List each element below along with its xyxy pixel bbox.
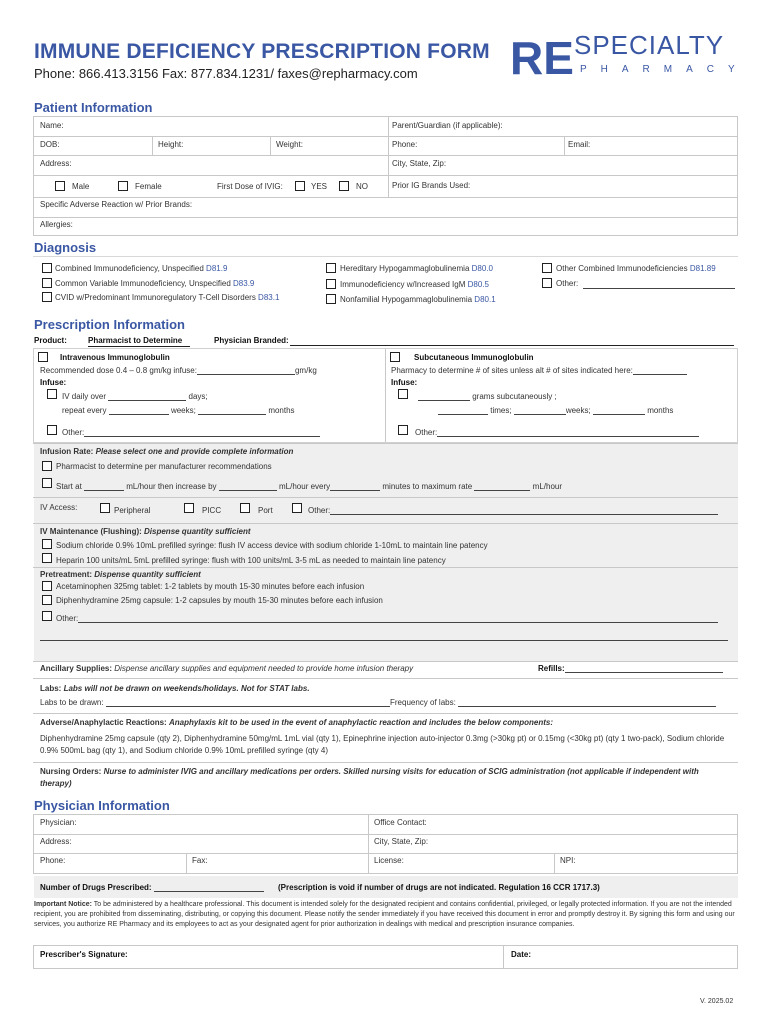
sc-other-checkbox[interactable] [398,425,408,435]
sc-grams-checkbox[interactable] [398,389,408,399]
contact-line: Phone: 866.413.3156 Fax: 877.834.1231/ faxes@repharmacy.com [34,66,418,81]
access-other-checkbox[interactable] [292,503,302,513]
patient-name-label[interactable]: Name: [40,121,64,130]
signature-box [33,945,738,969]
maint1: Sodium chloride 0.9% 10mL prefilled syringe: flush IV access device with sodium chloride 1-10mL to maintain line patency [56,541,488,550]
pharmacist-determine[interactable]: Pharmacist to Determine [88,336,183,345]
license-label[interactable]: License: [374,856,404,865]
dx-checkbox-7[interactable] [542,278,552,288]
email-label[interactable]: Email: [568,140,591,149]
pre-heading: Pretreatment: Dispense quantity sufficient [40,570,201,579]
anaphylaxis-body: Diphenhydramine 25mg capsule (qty 2), Diphenhydramine 50mg/mL 1mL vial (qty 1), Epinephrine injection auto-injector 0.3mg (>30kg pt) or 0.15mg (<30kg pt) (qty 1 two-pack), Sodium chloride 0.9% 500mL bag (qty 1), and Sodium chloride 0.9% 10mL prefilled syringe (qty 4) [40,734,725,755]
sc-schedule: times; weeks; months [438,406,673,415]
anaphylaxis-heading: Adverse/Anaphylactic Reactions: Anaphylaxis kit to be used in the event of anaphylactic reaction and includes the below components: [40,718,554,727]
patient-heading: Patient Information [34,100,153,115]
pre1: Acetaminophen 325mg tablet: 1-2 tablets by mouth 15-30 minutes before each infusion [56,582,365,591]
rate-start-checkbox[interactable] [42,478,52,488]
maint2-checkbox[interactable] [42,553,52,563]
diagnosis-heading: Diagnosis [34,240,97,255]
rate-heading: Infusion Rate: Please select one and provide complete information [40,447,294,456]
iv-checkbox[interactable] [38,352,48,362]
iv-other: Other: [62,428,320,437]
iv-other-checkbox[interactable] [47,425,57,435]
iv-repeat: repeat every weeks; months [62,406,295,415]
branded-line[interactable] [290,345,734,346]
physician-label[interactable]: Physician: [40,818,77,827]
office-contact-label[interactable]: Office Contact: [374,818,427,827]
picc-checkbox[interactable] [184,503,194,513]
patient-address-label[interactable]: Address: [40,159,72,168]
iv-title: Intravenous Immunoglobulin [60,353,170,362]
iv-dose: Recommended dose 0.4 – 0.8 gm/kg infuse: gm/kg [40,366,317,375]
logo-mark: RE [510,32,574,82]
physician-fax-label[interactable]: Fax: [192,856,208,865]
version-label: V. 2025.02 [700,998,734,1005]
dx-checkbox-3[interactable] [326,263,336,273]
dx-item-0: Combined Immunodeficiency, Unspecified D81.9 [55,264,228,273]
iv-daily: IV daily over days; [62,392,208,401]
adverse-reaction-label[interactable]: Specific Adverse Reaction w/ Prior Brands: [40,200,193,209]
prior-brands-label[interactable]: Prior IG Brands Used: [392,181,471,190]
iv-daily-checkbox[interactable] [47,389,57,399]
npi-label[interactable]: NPI: [560,856,576,865]
weight-label[interactable]: Weight: [276,140,303,149]
physician-phone-label[interactable]: Phone: [40,856,66,865]
patient-city-label[interactable]: City, State, Zip: [392,159,447,168]
physician-branded-label: Physician Branded: [214,336,289,345]
rate-start: Start at mL/hour then increase by mL/hour every minutes to maximum rate mL/hour [56,482,563,491]
physician-heading: Physician Information [34,798,170,813]
re-specialty-logo [510,32,742,82]
drugs-note: (Prescription is void if number of drugs are not indicated. Regulation 16 CCR 1717.3) [278,883,600,892]
rate-pharm: Pharmacist to determine per manufacturer recommendations [56,462,272,471]
dx-checkbox-0[interactable] [42,263,52,273]
labs-frequency[interactable]: Frequency of labs: [390,698,716,707]
peripheral-label: Peripheral [114,506,151,515]
first-dose-label: First Dose of IVIG: [217,182,283,191]
sc-checkbox[interactable] [390,352,400,362]
first-dose-yes-checkbox[interactable] [295,181,305,191]
dx-item-2: CVID w/Predominant Immunoregulatory T-Cell Disorders D83.1 [55,293,280,302]
dx-item-7: Other: [556,279,579,288]
logo-sub: PHARMACY [580,64,742,75]
labs-heading: Labs: Labs will not be drawn on weekends/holidays. Not for STAT labs. [40,684,310,693]
rx-heading: Prescription Information [34,317,185,332]
allergies-label[interactable]: Allergies: [40,220,73,229]
drugs-prescribed[interactable]: Number of Drugs Prescribed: [40,883,264,892]
dx-item-1: Common Variable Immunodeficiency, Unspecified D83.9 [55,279,255,288]
date-label[interactable]: Date: [511,950,532,959]
dx-item-5: Nonfamilial Hypogammaglobulinemia D80.1 [340,295,496,304]
rate-pharm-checkbox[interactable] [42,461,52,471]
male-checkbox[interactable] [55,181,65,191]
dx-checkbox-2[interactable] [42,292,52,302]
pre-other-line-2[interactable] [40,640,728,641]
signature-label[interactable]: Prescriber's Signature: [40,950,128,959]
port-label: Port [258,506,273,515]
sc-title: Subcutaneous Immunoglobulin [414,353,534,362]
height-label[interactable]: Height: [158,140,184,149]
ancillary: Ancillary Supplies: Dispense ancillary supplies and equipment needed to provide home infusion therapy [40,664,414,673]
sc-other: Other: [415,428,699,437]
port-checkbox[interactable] [240,503,250,513]
sc-sites: Pharmacy to determine # of sites unless alt # of sites indicated here: [391,366,687,375]
dx-checkbox-5[interactable] [326,294,336,304]
form-title: IMMUNE DEFICIENCY PRESCRIPTION FORM [34,40,490,63]
maint-heading: IV Maintenance (Flushing): Dispense quantity sufficient [40,527,251,536]
patient-phone-label[interactable]: Phone: [392,140,418,149]
iv-access-label: IV Access: [40,503,78,512]
maint1-checkbox[interactable] [42,539,52,549]
guardian-label[interactable]: Parent/Guardian (if applicable): [392,121,503,130]
pre2: Diphenhydramine 25mg capsule: 1-2 capsules by mouth 15-30 minutes before each infusion [56,596,383,605]
labs-drawn[interactable]: Labs to be drawn: [40,698,390,707]
product-label: Product: [34,336,67,345]
female-label: Female [135,182,162,191]
male-label: Male [72,182,90,191]
dx-item-3: Hereditary Hypogammaglobulinemia D80.0 [340,264,493,273]
pre2-checkbox[interactable] [42,595,52,605]
refills[interactable]: Refills: [538,664,723,673]
patient-grid [33,116,738,236]
pre-other-checkbox[interactable] [42,611,52,621]
peripheral-checkbox[interactable] [100,503,110,513]
dx-other-line[interactable] [583,288,735,289]
pre-other: Other: [56,614,718,623]
important-notice: Important Notice: To be administered by a healthcare professional. This document is intended solely for the designated recipient and contains confidential, privileged, or legally protected information. If you are not the intended recipient, you are prohibited from disseminating, distributing, or copying this document. Please notify the sender immediately if you have received this document in error and promptly destroy it. By signing this form and using our services, you authorize RE Pharmacy and its employees to act as your designated agent for prior authorization in dealings with medical and prescription insurance companies. [34,901,735,928]
maint2: Heparin 100 units/mL 5mL prefilled syringe: flush with 100 units/mL 3-5 mL as needed to maintain line patency [56,556,446,565]
dob-label[interactable]: DOB: [40,140,60,149]
sc-grams: grams subcutaneously ; [418,392,557,401]
first-dose-no-checkbox[interactable] [339,181,349,191]
rate-section-bg [34,443,738,661]
sc-infuse-label: Infuse: [391,378,418,387]
dx-item-4: Immunodeficiency w/Increased IgM D80.5 [340,280,489,289]
physician-city-label[interactable]: City, State, Zip: [374,837,429,846]
nursing-orders: Nursing Orders: Nurse to administer IVIG and ancillary medications per orders. Skilled nursing visits for education of SCIG administration (not applicable if independent with therapy) [40,767,699,788]
dx-checkbox-4[interactable] [326,279,336,289]
yes-label: YES [311,182,328,191]
female-checkbox[interactable] [118,181,128,191]
picc-label: PICC [202,506,222,515]
pre1-checkbox[interactable] [42,581,52,591]
access-other: Other: [308,506,718,515]
iv-infuse-label: Infuse: [40,378,67,387]
dx-checkbox-6[interactable] [542,263,552,273]
logo-word: SPECIALTY [574,32,725,60]
physician-address-label[interactable]: Address: [40,837,72,846]
no-label: NO [356,182,368,191]
dx-item-6: Other Combined Immunodeficiencies D81.89 [556,264,716,273]
dx-checkbox-1[interactable] [42,278,52,288]
